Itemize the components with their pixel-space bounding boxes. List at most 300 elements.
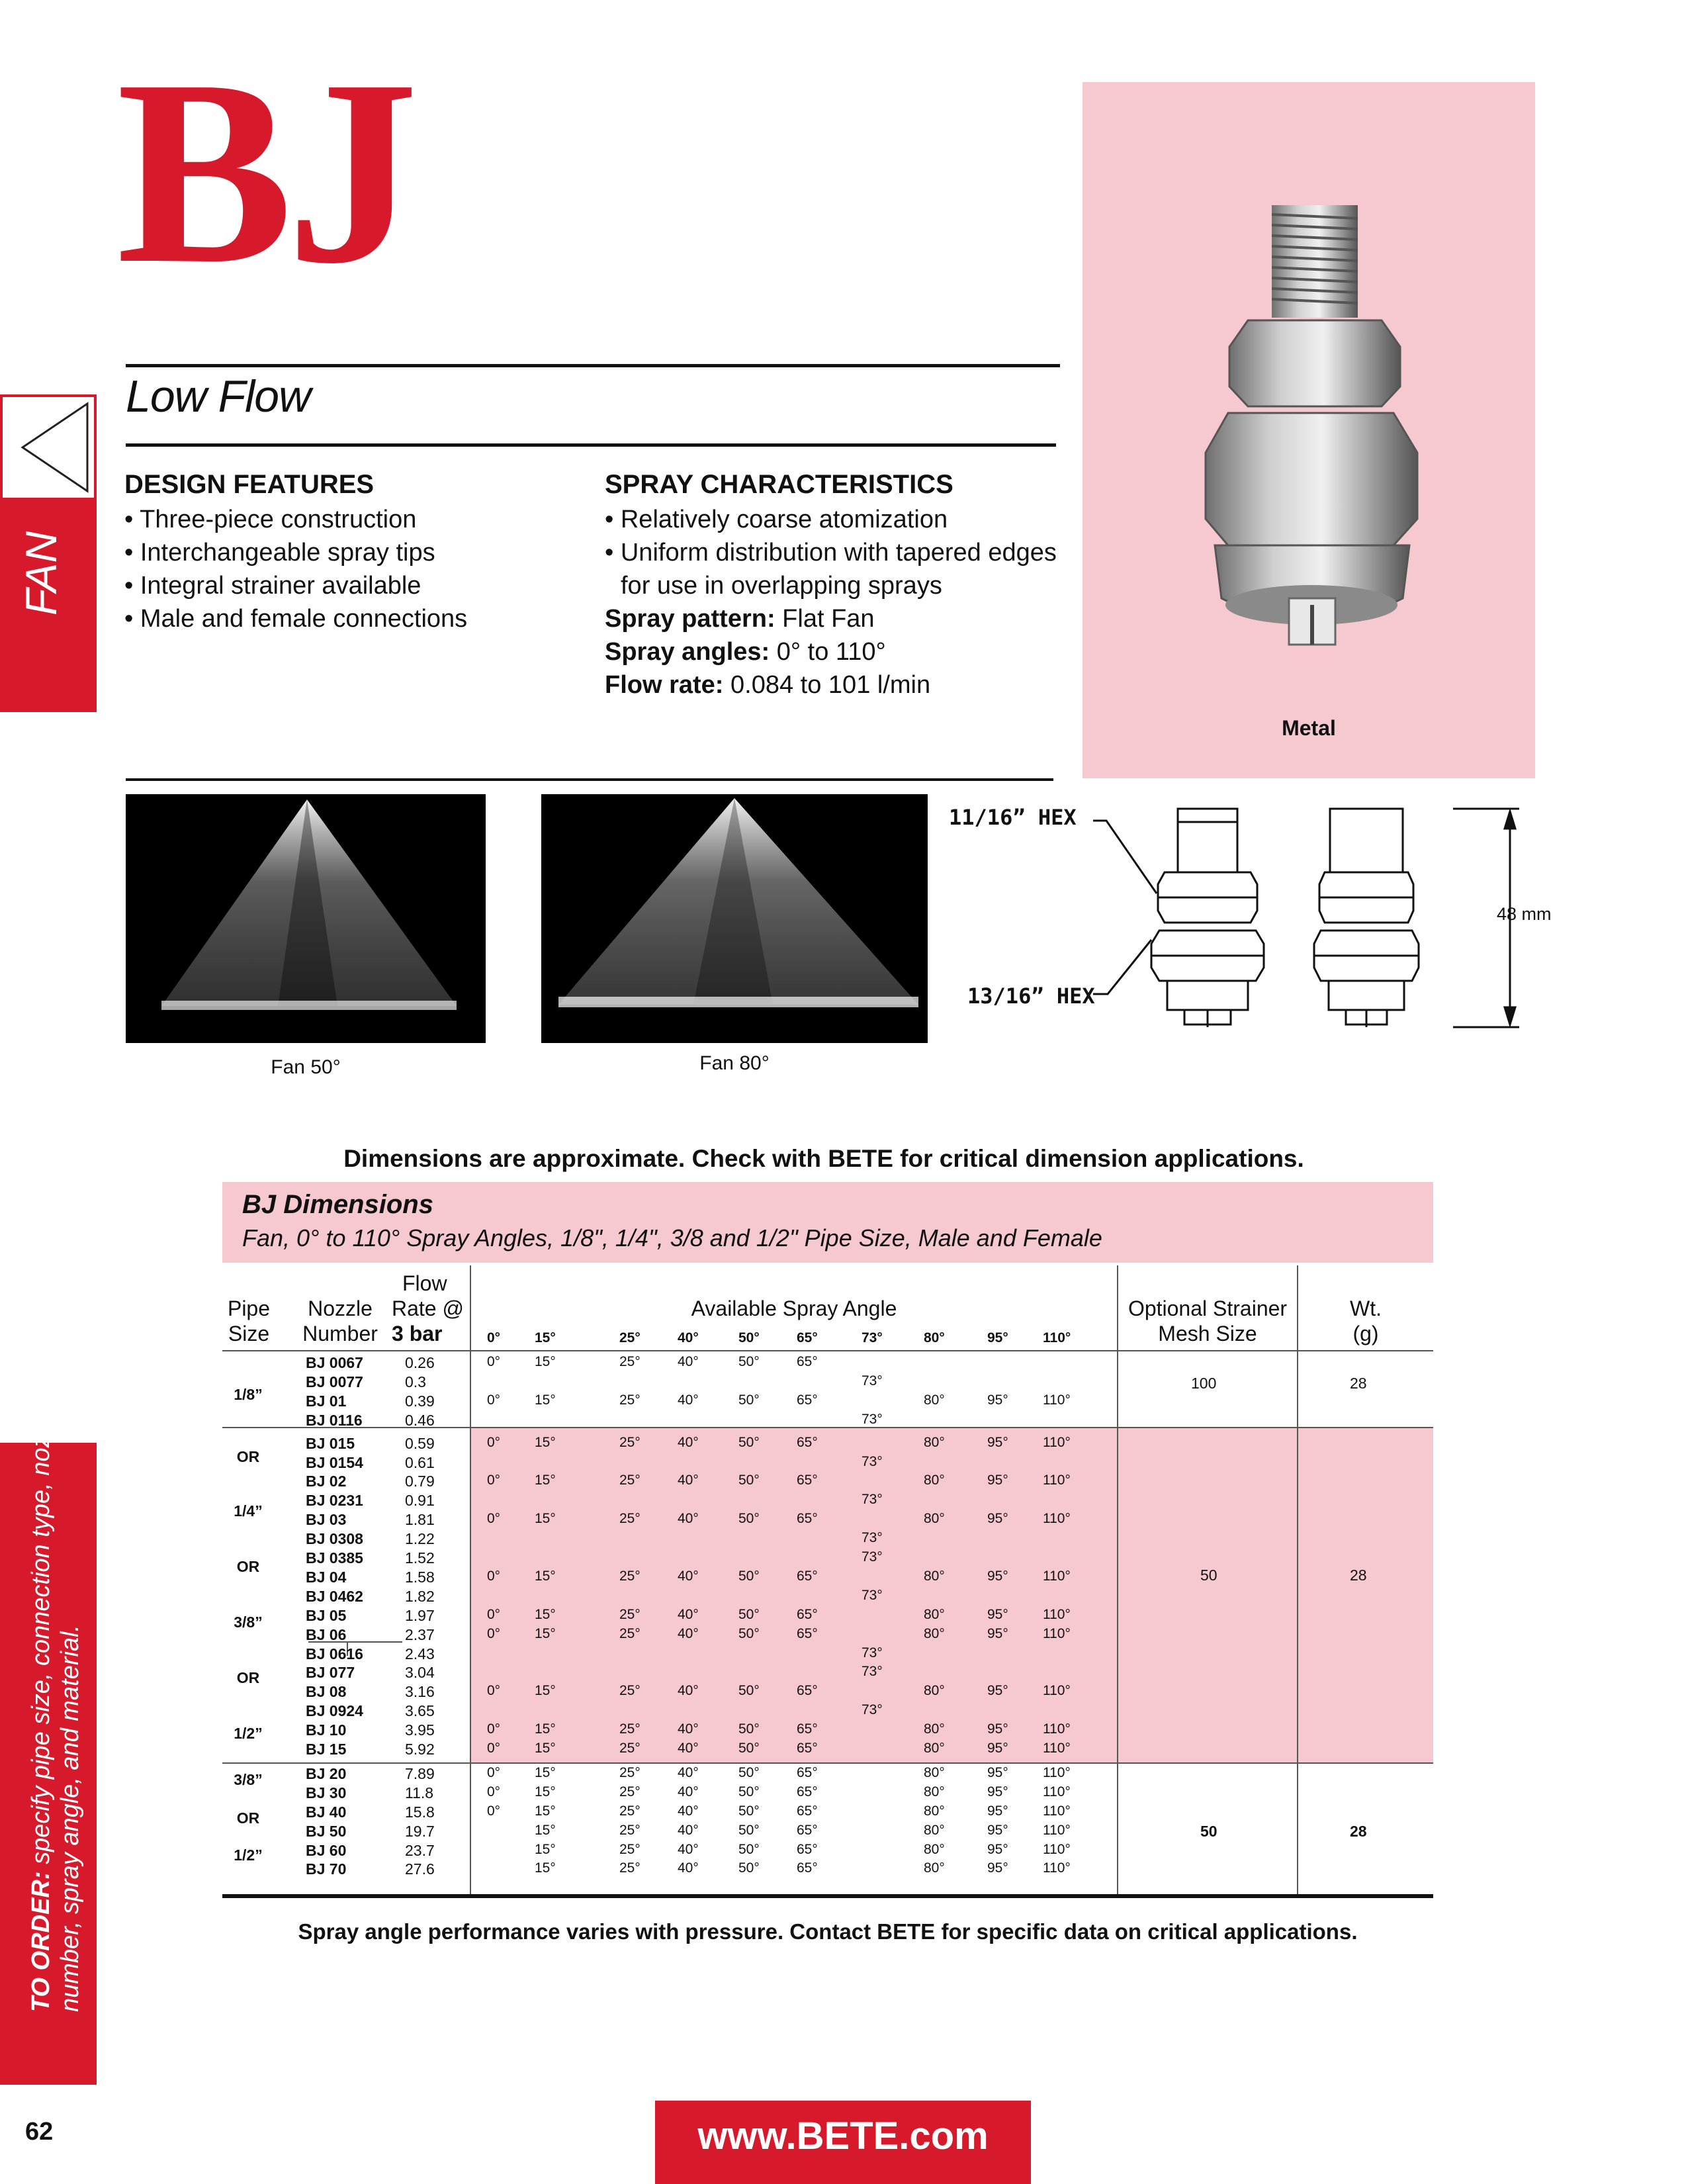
spray-angle-value: 0° [487, 1625, 501, 1641]
spray-angle-value: 80° [924, 1784, 945, 1799]
product-title: BJ [116, 25, 412, 318]
header-pipe-line2: Size [228, 1322, 270, 1345]
spray-angle-value: 95° [987, 1741, 1008, 1756]
flow-rate-value: 3.65 [405, 1702, 435, 1720]
spray-characteristics-heading: SPRAY CHARACTERISTICS [605, 470, 953, 499]
nozzle-number: BJ 0154 [306, 1453, 363, 1471]
nozzle-number: BJ 0462 [306, 1587, 363, 1605]
header-nozzle [294, 1296, 386, 1346]
spray-angle-value: 25° [619, 1784, 641, 1799]
spray-angle-value: 80° [924, 1741, 945, 1756]
flow-rate-value: 3.04 [405, 1664, 435, 1682]
spray-angle-value: 25° [619, 1841, 641, 1857]
spray-angle-value: 80° [924, 1764, 945, 1780]
spray-angle-value: 80° [924, 1625, 945, 1641]
spray-angle-value: 0° [487, 1764, 501, 1780]
pipe-size-label: 3/8” [234, 1614, 263, 1631]
order-label: TO ORDER: [27, 1871, 55, 2012]
flow-rate-value: 1.52 [405, 1549, 435, 1567]
spray-angle-value: 80° [924, 1860, 945, 1876]
flow-rate-value: 1.58 [405, 1568, 435, 1586]
spray-angle-value: 40° [678, 1568, 699, 1584]
nozzle-number: BJ 0385 [306, 1549, 363, 1567]
spray-angle-value: 80° [924, 1822, 945, 1838]
spray-angle-value: 110° [1043, 1606, 1071, 1622]
spray-angle-value: 15° [535, 1841, 556, 1857]
angle-header: 15° [535, 1330, 556, 1345]
nozzle-number: BJ 06 [306, 1625, 347, 1643]
spray-caption-fan-50: Fan 50° [271, 1056, 341, 1078]
nozzle-number: BJ 50 [306, 1822, 347, 1840]
spray-angle-value: 80° [924, 1568, 945, 1584]
pipe-size-label: OR [236, 1448, 260, 1465]
spray-angle-value: 50° [738, 1860, 760, 1876]
flow-rate-value: 2.43 [405, 1645, 435, 1662]
nozzle-number: BJ 0077 [306, 1373, 363, 1390]
spray-angle-value: 40° [678, 1473, 699, 1488]
header-angle: Available Spray Angle [691, 1297, 897, 1320]
flow-rate-value: 0.46 [405, 1411, 435, 1429]
flow-rate [605, 668, 930, 702]
flow-rate-value: 0.26 [405, 1354, 435, 1371]
photo-caption: Metal [1282, 716, 1336, 740]
spray-angle-value: 40° [678, 1434, 699, 1450]
spray-angle-value: 80° [924, 1511, 945, 1527]
header-nozzle-line1: Nozzle [308, 1297, 373, 1320]
nozzle-number: BJ 0116 [306, 1411, 363, 1429]
design-features-heading: DESIGN FEATURES [124, 470, 375, 499]
nozzle-number: BJ 0616 [306, 1645, 363, 1662]
table-subtitle: Fan, 0° to 110° Spray Angles, 1/8", 1/4", 3/8 and 1/2" Pipe Size, Male and Female [242, 1224, 1102, 1251]
header-pipe [222, 1296, 275, 1346]
header-weight-line2: (g) [1352, 1322, 1379, 1345]
left-arrow-icon [3, 397, 94, 498]
spray-angle-value: 95° [987, 1822, 1008, 1838]
spray-angle-value: 110° [1043, 1841, 1071, 1857]
spray-angle-value: 73° [862, 1645, 883, 1661]
design-feature-item: • Male and female connections [124, 605, 468, 633]
spray-angle-value: 95° [987, 1434, 1008, 1450]
header-flow [392, 1271, 465, 1346]
spray-angle-value: 15° [535, 1392, 556, 1408]
spray-angle-value: 40° [678, 1354, 699, 1369]
spray-angle-value: 25° [619, 1822, 641, 1838]
spray-angle-value: 65° [797, 1434, 818, 1450]
spray-angle-value: 0° [487, 1473, 501, 1488]
spray-angle-value: 65° [797, 1511, 818, 1527]
spray-angle-value: 15° [535, 1741, 556, 1756]
nozzle-number: BJ 08 [306, 1683, 347, 1701]
table-highlight-block [470, 1427, 1433, 1762]
spray-angle-value: 0° [487, 1784, 501, 1799]
spray-angle-value: 110° [1043, 1625, 1071, 1641]
nozzle-number: BJ 10 [306, 1721, 347, 1739]
spray-angle-value: 65° [797, 1392, 818, 1408]
spray-angle-value: 80° [924, 1841, 945, 1857]
angle-header: 65° [797, 1330, 818, 1345]
spray-angle-value: 0° [487, 1803, 501, 1819]
group-weight: 28 [1350, 1823, 1367, 1840]
spray-angle-value: 110° [1043, 1860, 1071, 1876]
spray-angle-value: 50° [738, 1784, 760, 1799]
group-strainer: 100 [1191, 1375, 1217, 1392]
spray-angle-value: 65° [797, 1764, 818, 1780]
website-link[interactable]: www.BETE.com [697, 2115, 989, 2158]
spray-angle-value: 15° [535, 1568, 556, 1584]
spray-angle-value: 25° [619, 1511, 641, 1527]
spray-angle-value: 110° [1043, 1473, 1071, 1488]
spray-angle-value: 0° [487, 1392, 501, 1408]
spray-angle-value: 25° [619, 1860, 641, 1876]
nozzle-number: BJ 04 [306, 1568, 347, 1586]
nozzle-number: BJ 30 [306, 1784, 347, 1801]
nozzle-number: BJ 0067 [306, 1354, 363, 1371]
nozzle-number: BJ 40 [306, 1803, 347, 1821]
spray-angle-value: 0° [487, 1354, 501, 1369]
spray-angle-value: 40° [678, 1392, 699, 1408]
spray-angle-value: 110° [1043, 1683, 1071, 1699]
spray-angle-value: 73° [862, 1702, 883, 1718]
spray-angle-value: 110° [1043, 1721, 1071, 1737]
spray-angle-value: 80° [924, 1683, 945, 1699]
spray-angle-value: 95° [987, 1841, 1008, 1857]
spray-angle-value: 40° [678, 1803, 699, 1819]
spray-angle-value: 95° [987, 1803, 1008, 1819]
spray-angle-value: 80° [924, 1606, 945, 1622]
spray-angle-value: 65° [797, 1721, 818, 1737]
spray-angle-value: 95° [987, 1473, 1008, 1488]
spray-angle-value: 50° [738, 1741, 760, 1756]
spray-angle-value: 65° [797, 1860, 818, 1876]
fan-tab-label: FAN [17, 531, 66, 615]
pipe-size-label: 1/2” [234, 1846, 263, 1864]
nozzle-number: BJ 015 [306, 1434, 355, 1452]
flow-rate-value: 7.89 [405, 1764, 435, 1782]
spray-angle-value: 0° [487, 1511, 501, 1527]
header-strainer-line1: Optional Strainer [1128, 1297, 1288, 1320]
spray-angle-value: 15° [535, 1764, 556, 1780]
flow-rate-value: 11.8 [405, 1784, 434, 1801]
flow-rate-label: Flow rate: [605, 671, 724, 699]
fan-tab-arrow-box [0, 394, 97, 500]
spray-angle-value: 95° [987, 1511, 1008, 1527]
spray-characteristic-item: • Uniform distribution with tapered edges [605, 539, 1057, 567]
nozzle-number: BJ 0924 [306, 1702, 363, 1720]
header-rule [222, 1350, 1433, 1351]
page-number: 62 [25, 2118, 54, 2146]
spray-angle-value: 95° [987, 1606, 1008, 1622]
spray-angle-value: 50° [738, 1822, 760, 1838]
spray-angle-value: 25° [619, 1568, 641, 1584]
spray-angle-value: 40° [678, 1721, 699, 1737]
nozzle-number: BJ 02 [306, 1473, 347, 1490]
flow-rate-value: 2.37 [405, 1625, 435, 1643]
spray-angle-value: 65° [797, 1625, 818, 1641]
nozzle-number: BJ 20 [306, 1764, 347, 1782]
spray-angle-value: 73° [862, 1411, 883, 1427]
spray-angle-value: 110° [1043, 1764, 1071, 1780]
spray-angle-value: 50° [738, 1434, 760, 1450]
spray-angle-value: 15° [535, 1721, 556, 1737]
spray-angle-value: 15° [535, 1822, 556, 1838]
spray-angle-value: 50° [738, 1511, 760, 1527]
product-photo-box [1083, 82, 1535, 778]
flow-rate-value: 0.084 to 101 l/min [723, 671, 931, 699]
order-instructions [26, 1390, 85, 2012]
spray-angle-value: 50° [738, 1473, 760, 1488]
spray-angle-value: 40° [678, 1822, 699, 1838]
spray-angle-value: 15° [535, 1473, 556, 1488]
group-rule-1 [222, 1427, 1433, 1428]
dimensions-note: Dimensions are approximate. Check with BETE for critical dimension applications. [343, 1145, 1304, 1172]
angle-header: 50° [738, 1330, 760, 1345]
header-flow-line1: Flow [402, 1271, 447, 1295]
header-flow-line2: Rate @ [392, 1297, 464, 1320]
group-weight: 28 [1350, 1375, 1367, 1392]
flow-rate-value: 3.95 [405, 1721, 435, 1739]
features-rule [126, 778, 1053, 781]
nozzle-number: BJ 05 [306, 1606, 347, 1624]
header-strainer [1118, 1296, 1297, 1346]
spray-image-fan-50 [126, 794, 486, 1043]
spray-angle-value: 15° [535, 1683, 556, 1699]
group-weight: 28 [1350, 1567, 1367, 1584]
spray-angle-value: 25° [619, 1473, 641, 1488]
col-rule [1117, 1265, 1118, 1894]
pipe-size-label: 1/4” [234, 1502, 263, 1520]
spray-angle-value: 25° [619, 1741, 641, 1756]
nozzle-number: BJ 03 [306, 1511, 347, 1529]
design-feature-item: • Integral strainer available [124, 572, 421, 600]
spray-pattern-label: Spray pattern: [605, 605, 775, 633]
hex-top-label: 11/16” HEX [949, 805, 1077, 830]
spray-angle-value: 0° [487, 1683, 501, 1699]
flow-rate-value: 3.16 [405, 1683, 435, 1701]
flow-rate-value: 1.22 [405, 1530, 435, 1548]
flow-rate-value: 5.92 [405, 1741, 435, 1758]
group-strainer: 50 [1200, 1567, 1217, 1584]
header-strainer-line2: Mesh Size [1158, 1322, 1257, 1345]
col-rule [1297, 1265, 1298, 1894]
angle-header: 25° [619, 1330, 641, 1345]
nozzle-number: BJ 60 [306, 1841, 347, 1859]
spray-angle-value: 95° [987, 1683, 1008, 1699]
spray-angle-value: 95° [987, 1860, 1008, 1876]
table-bottom-rule [222, 1894, 1433, 1898]
col-rule [470, 1265, 471, 1894]
header-nozzle-line2: Number [302, 1322, 378, 1345]
spray-angle-value: 65° [797, 1741, 818, 1756]
flow-rate-value: 1.81 [405, 1511, 435, 1529]
spray-angle-value: 40° [678, 1625, 699, 1641]
spray-angle-value: 50° [738, 1392, 760, 1408]
pipe-size-label: 1/2” [234, 1725, 263, 1742]
spray-angle-value: 0° [487, 1568, 501, 1584]
spray-angle-value: 65° [797, 1606, 818, 1622]
design-feature-item: • Three-piece construction [124, 506, 417, 533]
spray-angle-value: 95° [987, 1625, 1008, 1641]
spray-angle-value: 40° [678, 1606, 699, 1622]
spray-angle-value: 110° [1043, 1511, 1071, 1527]
spray-characteristic-item: for use in overlapping sprays [621, 572, 942, 600]
nozzle-number: BJ 0231 [306, 1492, 363, 1510]
title-rule-bottom [126, 443, 1056, 447]
spray-angle-value: 40° [678, 1511, 699, 1527]
spray-angle-value: 25° [619, 1721, 641, 1737]
spray-characteristic-item: • Relatively coarse atomization [605, 506, 948, 533]
spray-angles-value: 0° to 110° [770, 638, 886, 666]
header-flow-line3: 3 bar [392, 1322, 443, 1345]
group-strainer: 50 [1200, 1823, 1217, 1840]
spray-angle-value: 65° [797, 1822, 818, 1838]
flow-rate-value: 15.8 [405, 1803, 435, 1821]
product-subtitle: Low Flow [126, 371, 311, 422]
spray-angle-value: 95° [987, 1392, 1008, 1408]
spray-angle-value: 110° [1043, 1803, 1071, 1819]
angle-header: 110° [1043, 1330, 1071, 1345]
flow-rate-value: 0.59 [405, 1434, 435, 1452]
angle-header: 80° [924, 1330, 945, 1345]
spray-angle-value: 95° [987, 1764, 1008, 1780]
height-dimension-label: 48 mm [1497, 904, 1552, 924]
spray-angle-value: 25° [619, 1354, 641, 1369]
spray-angle-value: 50° [738, 1683, 760, 1699]
spray-angle-value: 73° [862, 1549, 883, 1565]
spray-angle-value: 73° [862, 1492, 883, 1508]
table-title: BJ Dimensions [242, 1190, 433, 1219]
group-rule-2 [222, 1762, 1433, 1764]
header-pipe-line1: Pipe [227, 1297, 271, 1320]
spray-angle-value: 25° [619, 1434, 641, 1450]
spray-angle-value: 15° [535, 1434, 556, 1450]
header-weight-line1: Wt. [1350, 1297, 1382, 1320]
spray-image-fan-80 [541, 794, 928, 1043]
flow-rate-value: 1.82 [405, 1587, 435, 1605]
spray-caption-fan-80: Fan 80° [699, 1052, 770, 1074]
order-note-text: specify pipe size, connection type, nozzle number, spray angle, and material. [27, 1402, 84, 2012]
flow-rate-value: 27.6 [405, 1860, 435, 1878]
spray-angles-label: Spray angles: [605, 638, 770, 666]
spray-angle-value: 0° [487, 1721, 501, 1737]
spray-angle-value: 15° [535, 1784, 556, 1799]
spray-angle-value: 25° [619, 1625, 641, 1641]
spray-angle-value: 25° [619, 1392, 641, 1408]
spray-angle-value: 80° [924, 1392, 945, 1408]
angle-header: 40° [678, 1330, 699, 1345]
spray-angle-value: 40° [678, 1841, 699, 1857]
pipe-size-label: OR [236, 1809, 260, 1827]
spray-angle-value: 73° [862, 1453, 883, 1469]
flow-rate-value: 23.7 [405, 1841, 435, 1859]
spray-angle-value: 95° [987, 1568, 1008, 1584]
spray-angle-value: 50° [738, 1606, 760, 1622]
spray-angle-value: 15° [535, 1511, 556, 1527]
flow-rate-value: 19.7 [405, 1822, 435, 1840]
spray-angle-value: 50° [738, 1568, 760, 1584]
spray-angle-value: 50° [738, 1764, 760, 1780]
nozzle-number: BJ 077 [306, 1664, 355, 1682]
footer-note: Spray angle performance varies with pressure. Contact BETE for specific data on critical applications. [298, 1919, 1358, 1944]
angle-header: 73° [862, 1330, 883, 1345]
spray-angle-value: 0° [487, 1741, 501, 1756]
flow-rate-value: 0.91 [405, 1492, 435, 1510]
spray-angle-value: 73° [862, 1373, 883, 1388]
spray-angle-value: 15° [535, 1606, 556, 1622]
spray-angle-value: 65° [797, 1683, 818, 1699]
spray-angle-value: 80° [924, 1473, 945, 1488]
design-feature-item: • Interchangeable spray tips [124, 539, 435, 567]
spray-pattern [605, 602, 875, 635]
spray-angle-value: 25° [619, 1764, 641, 1780]
spray-angle-value: 25° [619, 1606, 641, 1622]
flow-rate-value: 0.79 [405, 1473, 435, 1490]
spray-angle-value: 65° [797, 1354, 818, 1369]
header-weight [1298, 1296, 1433, 1346]
spray-angle-value: 110° [1043, 1568, 1071, 1584]
spray-angle-value: 65° [797, 1568, 818, 1584]
nozzle-number: BJ 70 [306, 1860, 347, 1878]
spray-angle-value: 50° [738, 1625, 760, 1641]
spray-angle-value: 110° [1043, 1434, 1071, 1450]
spray-angle-value: 110° [1043, 1392, 1071, 1408]
spray-angle-value: 110° [1043, 1822, 1071, 1838]
spray-angle-value: 40° [678, 1683, 699, 1699]
spray-angle-value: 65° [797, 1841, 818, 1857]
spray-angle-value: 80° [924, 1721, 945, 1737]
spray-angle-value: 50° [738, 1841, 760, 1857]
spray-angle-value: 15° [535, 1860, 556, 1876]
spray-angle-value: 73° [862, 1530, 883, 1546]
nozzle-number: BJ 15 [306, 1741, 347, 1758]
spray-angle-value: 40° [678, 1860, 699, 1876]
spray-angle-value: 110° [1043, 1784, 1071, 1799]
nozzle-number: BJ 0308 [306, 1530, 363, 1548]
spray-angle-value: 65° [797, 1803, 818, 1819]
spray-angle-value: 95° [987, 1721, 1008, 1737]
flow-rate-value: 0.61 [405, 1453, 435, 1471]
spray-angle-value: 50° [738, 1721, 760, 1737]
angle-header: 0° [487, 1330, 501, 1345]
nozzle-photo [1083, 82, 1535, 704]
spray-angle-value: 65° [797, 1473, 818, 1488]
spray-angle-value: 40° [678, 1784, 699, 1799]
spray-angle-value: 65° [797, 1784, 818, 1799]
spray-angle-value: 80° [924, 1803, 945, 1819]
pipe-size-label: OR [236, 1558, 260, 1575]
flow-rate-value: 1.97 [405, 1606, 435, 1624]
pipe-size-label: OR [236, 1669, 260, 1686]
spray-angle-value: 15° [535, 1803, 556, 1819]
spray-angle-value: 73° [862, 1664, 883, 1680]
spray-angle-value: 50° [738, 1354, 760, 1369]
spray-angle-value: 25° [619, 1683, 641, 1699]
spray-angle-value: 80° [924, 1434, 945, 1450]
spray-angle-value: 40° [678, 1764, 699, 1780]
hex-bottom-label: 13/16” HEX [967, 983, 1095, 1009]
spray-angle-value: 15° [535, 1625, 556, 1641]
flow-rate-value: 0.39 [405, 1392, 435, 1410]
spray-angles [605, 635, 886, 668]
spray-pattern-value: Flat Fan [775, 605, 875, 633]
spray-angle-value: 73° [862, 1587, 883, 1603]
angle-header: 95° [987, 1330, 1008, 1345]
spray-angle-value: 15° [535, 1354, 556, 1369]
spray-angle-value: 0° [487, 1606, 501, 1622]
spray-angle-value: 95° [987, 1784, 1008, 1799]
nozzle-number: BJ 01 [306, 1392, 347, 1410]
flow-rate-value: 0.3 [405, 1373, 426, 1390]
pipe-size-label: 3/8” [234, 1771, 263, 1788]
